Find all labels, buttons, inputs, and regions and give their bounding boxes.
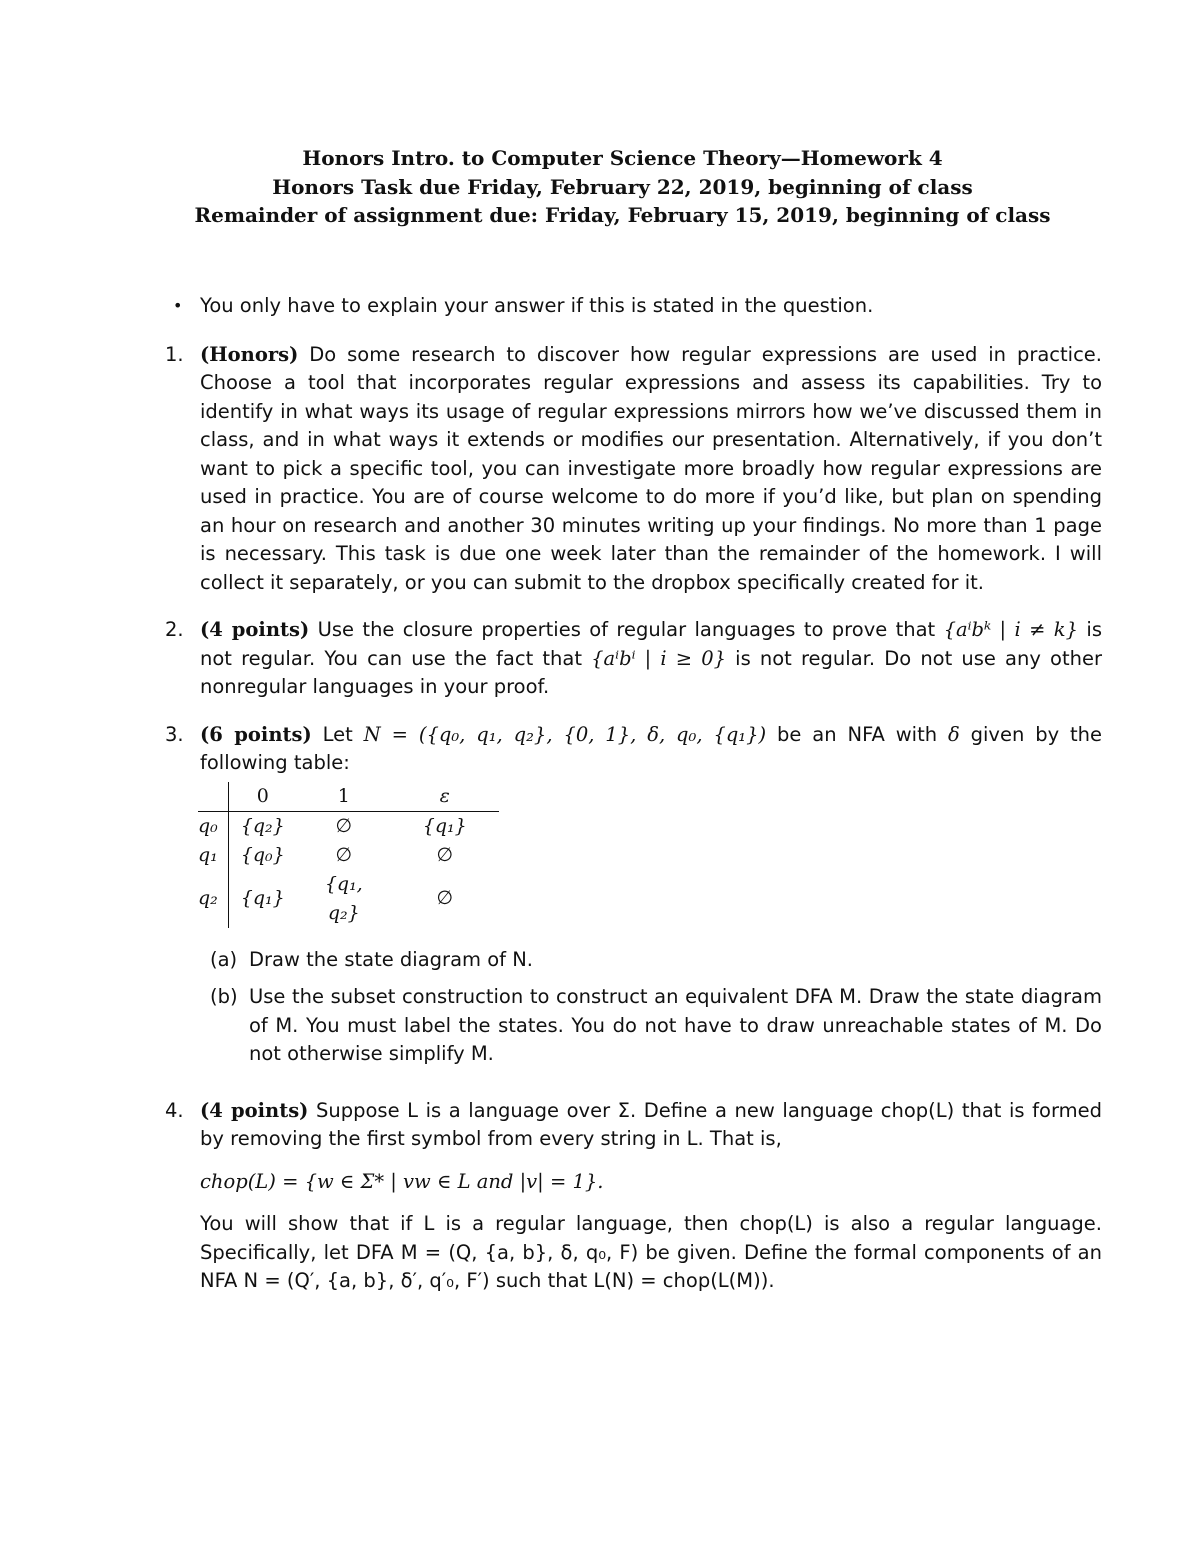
table-cell: {q₂} xyxy=(240,814,285,837)
question-text: given by the following table: xyxy=(200,722,1102,774)
delta-symbol: δ xyxy=(947,722,960,746)
header-honors-due: Honors Task due Friday, February 22, 2019, beginning of class xyxy=(272,174,973,199)
question-label: (6 points) xyxy=(200,722,312,746)
question-text: You will show that if L is a regular language, then chop(L) is also a regular language. Specifically, let DFA M = (Q, {a, b}, δ, q₀, F) be given. Define the formal components of an NFA N = (Q′, {a, b}, δ′, q′₀, F′) such that L(N) = chop(L(M)). xyxy=(200,1212,1102,1292)
language-expression: {aⁱbᵏ | i ≠ k} xyxy=(943,618,1079,641)
question-text: be an NFA with xyxy=(766,722,948,746)
table-header-cell xyxy=(198,782,228,812)
table-cell: ∅ xyxy=(436,887,454,909)
question-text: Use the closure properties of regular languages to prove that xyxy=(317,618,944,641)
question-number: 3. xyxy=(165,722,184,746)
table-row-state: q₀ xyxy=(198,811,228,841)
table-header-cell: 0 xyxy=(228,782,297,812)
subquestion-text: Draw the state diagram of N. xyxy=(249,947,533,971)
table-row xyxy=(198,870,499,928)
table-cell: ∅ xyxy=(335,814,353,837)
question-text: Suppose L is a language over Σ. Define a new language chop(L) that is formed by removing the first symbol from every string in L. That is, xyxy=(200,1098,1102,1150)
chop-definition: chop(L) = {w ∈ Σ* | vw ∈ L and |v| = 1}. xyxy=(200,1169,604,1193)
subquestion-marker: (b) xyxy=(210,985,238,1008)
question-label: (4 points) xyxy=(200,618,310,641)
header-title: Honors Intro. to Computer Science Theory—Homework 4 xyxy=(302,146,943,170)
question-4 xyxy=(165,1097,1102,1296)
table-cell: ∅ xyxy=(335,843,353,866)
header-remainder-due: Remainder of assignment due: Friday, February 15, 2019, beginning of class xyxy=(194,203,1051,227)
question-number: 4. xyxy=(165,1098,184,1122)
nfa-definition: N = ({q₀, q₁, q₂}, {0, 1}, δ, q₀, {q₁}) xyxy=(363,722,767,746)
subquestion-list xyxy=(200,946,1102,1069)
table-header-cell: 1 xyxy=(297,782,391,812)
question-label: (Honors) xyxy=(200,342,299,366)
question-text: Let xyxy=(322,722,364,746)
question-number: 2. xyxy=(165,618,184,641)
note-text: You only have to explain your answer if this is stated in the question. xyxy=(200,294,874,317)
question-3 xyxy=(165,721,1102,1069)
note-item xyxy=(165,292,1102,321)
bullet-marker: • xyxy=(173,296,183,315)
subquestion-b xyxy=(200,983,1102,1069)
transition-table xyxy=(198,782,499,928)
question-text: is not regular. You can use the fact that xyxy=(200,618,1103,670)
table-cell: {q₁} xyxy=(240,887,285,909)
subquestion-a xyxy=(200,946,1102,975)
language-expression: {aⁱbⁱ | i ≥ 0} xyxy=(591,646,727,670)
table-row xyxy=(198,841,499,870)
question-1 xyxy=(165,341,1102,598)
table-row-state: q₂ xyxy=(198,870,228,928)
table-header-cell: ε xyxy=(391,782,499,812)
document-body xyxy=(165,292,1102,1296)
table-row-state: q₁ xyxy=(198,841,228,870)
subquestion-marker: (a) xyxy=(210,947,238,971)
question-text: Do some research to discover how regular expressions are used in practice. Choose a tool that incorporates regular expressions and assess its capabilities. Try to identify in what ways its usage of regular expressions mirrors how we’ve discussed them in class, and in what ways it extends or modifies our presentation. Alternatively, if you don’t want to pick a specific tool, you can investigate more broadly how regular expressions are used in practice. You are of course welcome to do more if you’d like, but plan on spending an hour on research and another 30 minutes writing up your findings. No more than 1 page is necessary. This task is due one week later than the remainder of the homework. I will collect it separately, or you can submit to the dropbox specifically created for it. xyxy=(200,342,1102,594)
table-cell: {q₁, q₂} xyxy=(324,872,363,924)
document-header xyxy=(0,144,1200,230)
table-header-row xyxy=(198,782,499,812)
table-cell: {q₁} xyxy=(422,814,467,837)
subquestion-text: Use the subset construction to construct an equivalent DFA M. Draw the state diagram of M. You must label the states. You do not have to draw unreachable states of M. Do not otherwise simplify M. xyxy=(249,985,1102,1065)
table-cell: ∅ xyxy=(436,843,454,866)
table-row xyxy=(198,811,499,841)
question-2 xyxy=(165,616,1102,702)
table-cell: {q₀} xyxy=(240,843,285,866)
question-text: is not regular. Do not use any other nonregular languages in your proof. xyxy=(200,646,1102,698)
question-label: (4 points) xyxy=(200,1098,309,1122)
question-number: 1. xyxy=(165,342,184,366)
